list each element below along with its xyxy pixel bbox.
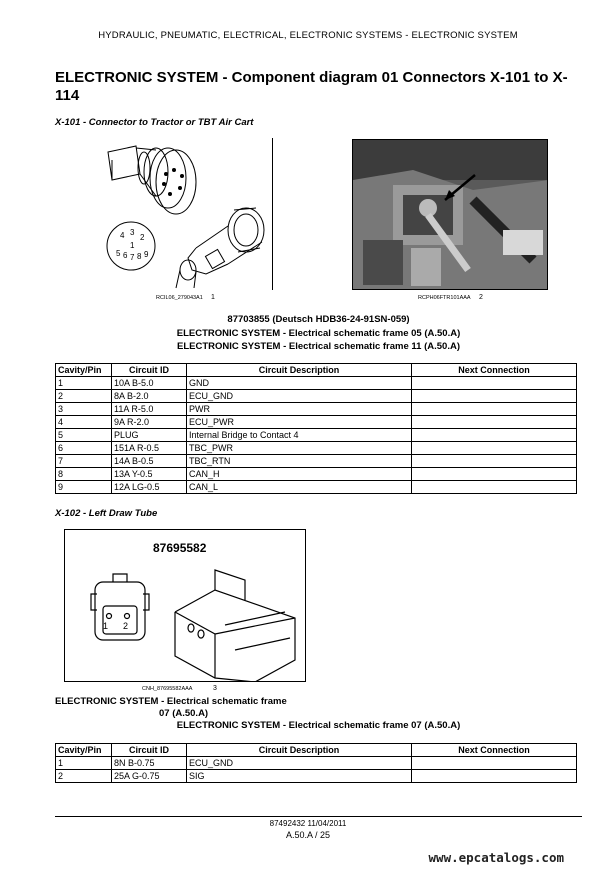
cell-circuit-id: 11A R-5.0: [112, 403, 187, 416]
table-row: [56, 481, 577, 494]
table-row: [56, 429, 577, 442]
cell-pin: 8: [56, 468, 112, 481]
cell-pin: 1: [56, 377, 112, 390]
cell-next: [412, 468, 577, 481]
table-row: [56, 390, 577, 403]
x101-part-line: 87703855 (Deutsch HDB36-24-91SN-059): [227, 314, 410, 325]
figure-1-connector-drawing: [96, 138, 273, 290]
x102-ref-line-1b: 07 (A.50.A): [159, 708, 209, 719]
x102-pin-table: [55, 743, 577, 783]
figure-3-code: CNH_87695582AAA: [142, 686, 193, 692]
table-row: [56, 468, 577, 481]
table-header-row: [56, 744, 577, 757]
cell-next: [412, 429, 577, 442]
cell-circuit-id: 10A B-5.0: [112, 377, 187, 390]
cell-circuit-id: 25A G-0.75: [112, 770, 187, 783]
table-row: [56, 416, 577, 429]
figure-2-number: 2: [479, 294, 483, 301]
cell-next: [412, 403, 577, 416]
cell-description: ECU_PWR: [187, 416, 412, 429]
cell-next: [412, 455, 577, 468]
figure-1-number: 1: [211, 294, 215, 301]
connector-x102-illustration: [65, 530, 305, 681]
table-row: [56, 377, 577, 390]
x101-ref-line-2: ELECTRONIC SYSTEM - Electrical schematic frame 11 (A.50.A): [177, 341, 460, 352]
figure-3-connector-drawing: [64, 529, 306, 682]
cell-next: [412, 442, 577, 455]
figure-1-code: RCIL06_279043A1: [156, 295, 203, 301]
col-circuit-id: Circuit ID: [112, 364, 187, 377]
col-circuit-id: Circuit ID: [112, 744, 187, 757]
cell-pin: 7: [56, 455, 112, 468]
cell-description: TBC_PWR: [187, 442, 412, 455]
x102-ref-line-2: ELECTRONIC SYSTEM - Electrical schematic frame 07 (A.50.A): [176, 720, 461, 731]
pin-label: 3: [130, 228, 135, 237]
col-next-connection: Next Connection: [412, 744, 577, 757]
table-row: [56, 442, 577, 455]
cell-next: [412, 757, 577, 770]
cell-next: [412, 416, 577, 429]
figure-3-part-number: 87695582: [153, 541, 207, 555]
figure-2-code: RCPH06FTR101AAA: [418, 295, 471, 301]
table-row: [56, 455, 577, 468]
pin-label: 6: [123, 251, 128, 260]
cell-pin: 2: [56, 390, 112, 403]
cell-pin: 1: [56, 757, 112, 770]
connector-photo-illustration: [353, 140, 548, 290]
col-cavity-pin: Cavity/Pin: [56, 744, 112, 757]
pin-label: 5: [116, 249, 121, 258]
x102-subtitle: X-102 - Left Draw Tube: [55, 508, 158, 519]
cell-next: [412, 377, 577, 390]
cell-next: [412, 770, 577, 783]
table-row: [56, 770, 577, 783]
cell-pin: 4: [56, 416, 112, 429]
cell-pin: 5: [56, 429, 112, 442]
cell-description: CAN_H: [187, 468, 412, 481]
pin-label: 7: [130, 253, 135, 262]
x101-subtitle: X-101 - Connector to Tractor or TBT Air Cart: [55, 117, 254, 128]
cell-description: SIG: [187, 770, 412, 783]
figure-2-photo: [352, 139, 548, 290]
watermark: www.epcatalogs.com: [428, 850, 564, 865]
pin-label: 9: [144, 250, 149, 259]
cell-circuit-id: 14A B-0.5: [112, 455, 187, 468]
col-circuit-description: Circuit Description: [187, 744, 412, 757]
cell-circuit-id: 13A Y-0.5: [112, 468, 187, 481]
cell-circuit-id: 8N B-0.75: [112, 757, 187, 770]
cell-circuit-id: PLUG: [112, 429, 187, 442]
footer-doc-line: 87492432 11/04/2011: [269, 819, 347, 828]
cell-description: ECU_GND: [187, 390, 412, 403]
cell-pin: 9: [56, 481, 112, 494]
cell-description: GND: [187, 377, 412, 390]
cell-circuit-id: 8A B-2.0: [112, 390, 187, 403]
pin-1-label: 1: [103, 621, 109, 631]
cell-circuit-id: 12A LG-0.5: [112, 481, 187, 494]
pin-2-label: 2: [123, 621, 129, 631]
running-header: HYDRAULIC, PNEUMATIC, ELECTRICAL, ELECTRONIC SYSTEMS - ELECTRONIC SYSTEM: [98, 30, 518, 41]
cell-description: CAN_L: [187, 481, 412, 494]
footer-page-line: A.50.A / 25: [285, 830, 331, 840]
connector-x101-illustration: [96, 138, 273, 290]
col-circuit-description: Circuit Description: [187, 364, 412, 377]
cell-next: [412, 481, 577, 494]
x102-ref-line-1a: ELECTRONIC SYSTEM - Electrical schematic frame: [55, 696, 287, 707]
pin-label: 2: [140, 233, 145, 242]
footer-rule: [55, 816, 582, 817]
pin-label: 4: [120, 231, 125, 240]
col-cavity-pin: Cavity/Pin: [56, 364, 112, 377]
pin-label: 1: [130, 241, 135, 250]
table-header-row: [56, 364, 577, 377]
cell-description: PWR: [187, 403, 412, 416]
pin-label: 8: [137, 252, 142, 261]
cell-description: Internal Bridge to Contact 4: [187, 429, 412, 442]
cell-circuit-id: 151A R-0.5: [112, 442, 187, 455]
figure-3-number: 3: [213, 685, 217, 692]
cell-pin: 3: [56, 403, 112, 416]
table-row: [56, 403, 577, 416]
cell-description: ECU_GND: [187, 757, 412, 770]
cell-circuit-id: 9A R-2.0: [112, 416, 187, 429]
x101-ref-line-1: ELECTRONIC SYSTEM - Electrical schematic frame 05 (A.50.A): [176, 328, 461, 339]
col-next-connection: Next Connection: [412, 364, 577, 377]
x101-pin-table: [55, 363, 577, 494]
cell-next: [412, 390, 577, 403]
page-title: ELECTRONIC SYSTEM - Component diagram 01 Connectors X-101 to X-114: [55, 69, 568, 104]
cell-description: TBC_RTN: [187, 455, 412, 468]
cell-pin: 6: [56, 442, 112, 455]
cell-pin: 2: [56, 770, 112, 783]
table-row: [56, 757, 577, 770]
